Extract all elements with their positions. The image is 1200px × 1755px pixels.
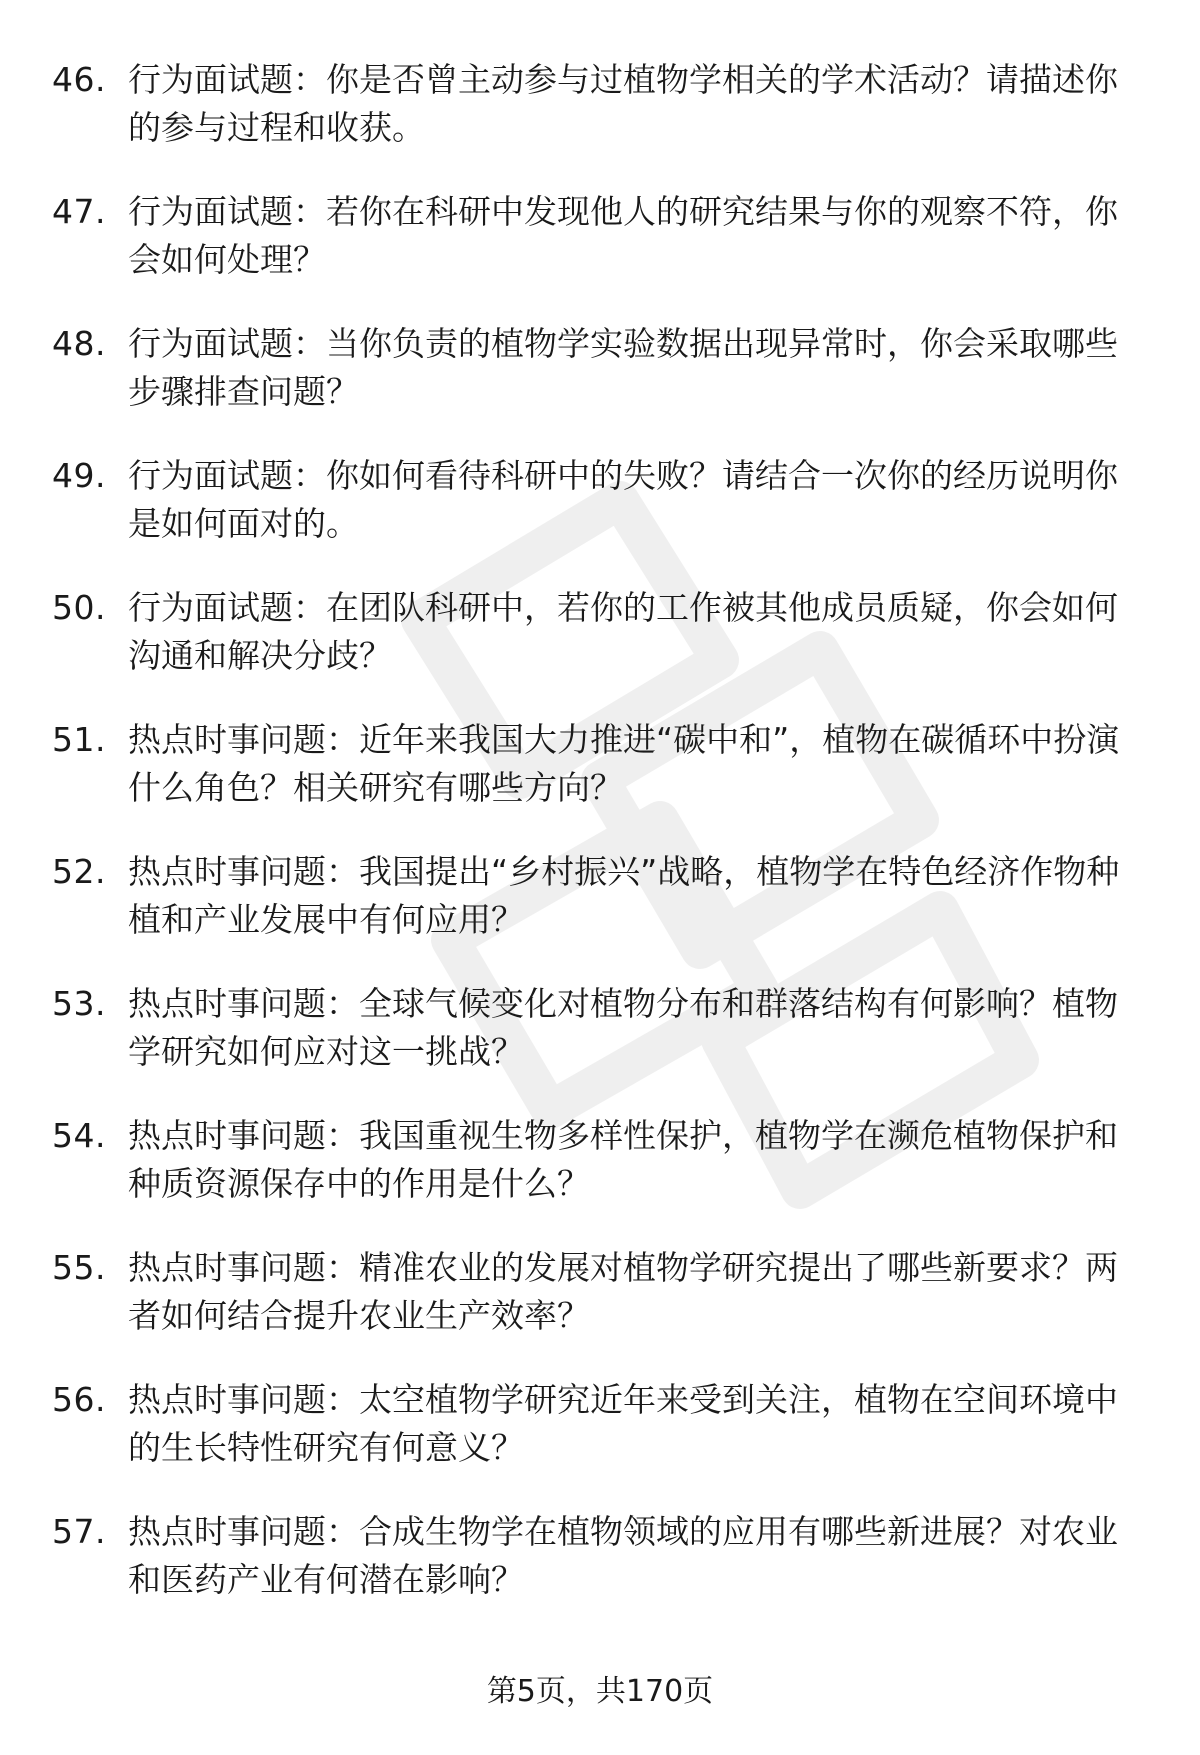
list-item xyxy=(52,320,1152,416)
question-text: 行为面试题：你是否曾主动参与过植物学相关的学术活动？请描述你的参与过程和收获。 xyxy=(128,60,1118,147)
list-item xyxy=(52,56,1152,152)
question-text: 行为面试题：当你负责的植物学实验数据出现异常时，你会采取哪些步骤排查问题？ xyxy=(128,324,1118,411)
question-number: 46. xyxy=(52,60,106,99)
question-text: 热点时事问题：精准农业的发展对植物学研究提出了哪些新要求？两者如何结合提升农业生产效率？ xyxy=(128,1248,1118,1335)
list-item xyxy=(52,188,1152,284)
question-number: 49. xyxy=(52,456,106,495)
question-text: 热点时事问题：我国重视生物多样性保护，植物学在濒危植物保护和种质资源保存中的作用是什么？ xyxy=(128,1116,1118,1203)
list-item xyxy=(52,452,1152,548)
list-item xyxy=(52,1376,1152,1472)
question-text: 热点时事问题：全球气候变化对植物分布和群落结构有何影响？植物学研究如何应对这一挑战？ xyxy=(128,984,1118,1071)
list-item xyxy=(52,1244,1152,1340)
list-item xyxy=(52,1508,1152,1604)
question-text: 热点时事问题：合成生物学在植物领域的应用有哪些新进展？对农业和医药产业有何潜在影响？ xyxy=(128,1512,1118,1599)
question-number: 52. xyxy=(52,852,106,891)
page-footer: 第5页，共170页 xyxy=(486,1674,714,1709)
question-number: 55. xyxy=(52,1248,106,1287)
question-number: 57. xyxy=(52,1512,106,1551)
question-text: 热点时事问题：我国提出“乡村振兴”战略，植物学在特色经济作物种植和产业发展中有何应用？ xyxy=(128,852,1120,939)
list-item xyxy=(52,848,1152,944)
question-number: 53. xyxy=(52,984,106,1023)
list-item xyxy=(52,716,1152,812)
question-text: 热点时事问题：近年来我国大力推进“碳中和”，植物在碳循环中扮演什么角色？相关研究有哪些方向？ xyxy=(128,720,1120,807)
question-text: 行为面试题：在团队科研中，若你的工作被其他成员质疑，你会如何沟通和解决分歧？ xyxy=(128,588,1118,675)
question-text: 行为面试题：若你在科研中发现他人的研究结果与你的观察不符，你会如何处理？ xyxy=(128,192,1118,279)
question-text: 行为面试题：你如何看待科研中的失败？请结合一次你的经历说明你是如何面对的。 xyxy=(128,456,1118,543)
list-item xyxy=(52,1112,1152,1208)
list-item xyxy=(52,980,1152,1076)
question-number: 51. xyxy=(52,720,106,759)
question-list xyxy=(52,56,1152,1640)
question-number: 50. xyxy=(52,588,106,627)
list-item xyxy=(52,584,1152,680)
question-number: 48. xyxy=(52,324,106,363)
question-number: 56. xyxy=(52,1380,106,1419)
question-number: 47. xyxy=(52,192,106,231)
question-number: 54. xyxy=(52,1116,106,1155)
question-text: 热点时事问题：太空植物学研究近年来受到关注，植物在空间环境中的生长特性研究有何意义？ xyxy=(128,1380,1118,1467)
